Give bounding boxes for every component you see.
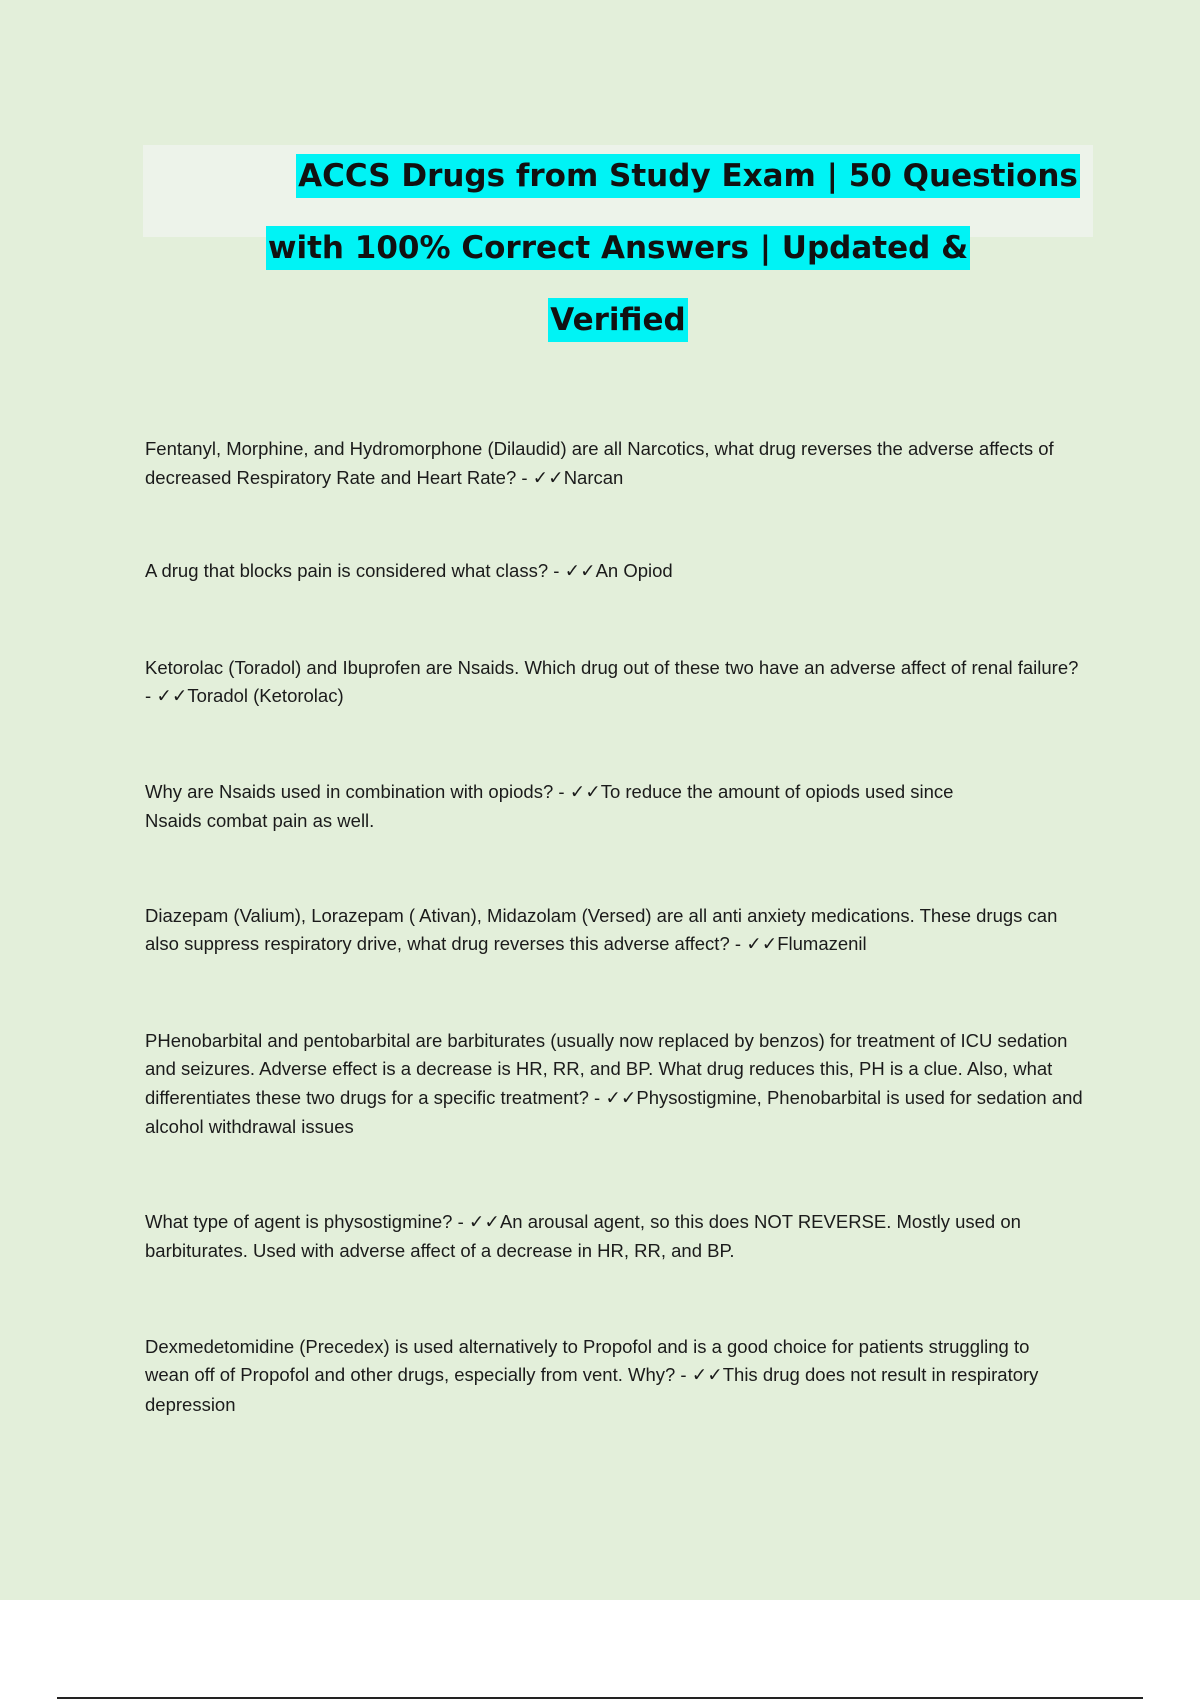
answer-text: Narcan: [563, 466, 624, 488]
answer-text: Flumazenil: [777, 933, 867, 954]
double-check-icon: ✓✓: [605, 1087, 637, 1109]
answer-text: An arousal agent, so this does NOT REVERSE. Mostly used on barbiturates. Used with adverse affect of a decrease in HR, RR, and BP.: [145, 1210, 1021, 1261]
footer-divider: [57, 1697, 1143, 1699]
qa-item-4: [145, 778, 1015, 836]
qa-list: [145, 435, 1085, 1419]
title-line-1: ACCS Drugs from Study Exam | 50 Questions: [143, 140, 1093, 212]
answer-text: To reduce the amount of opiods used since Nsaids combat pain as well.: [145, 780, 954, 831]
qa-item-5: [145, 902, 1085, 960]
document-title: [143, 140, 1093, 356]
title-line-3: Verified: [143, 284, 1093, 356]
question-text: A drug that blocks pain is considered what class? -: [145, 560, 565, 581]
question-text: Fentanyl, Morphine, and Hydromorphone (Dilaudid) are all Narcotics, what drug reverses the adverse affects of decreased Respiratory Rate and Heart Rate? -: [145, 438, 1054, 488]
double-check-icon: ✓✓: [691, 1365, 723, 1386]
answer-text: Toradol (Ketorolac): [187, 685, 344, 706]
qa-item-6: [145, 1027, 1085, 1142]
qa-item-2: [145, 557, 1085, 587]
double-check-icon: ✓✓: [564, 561, 596, 582]
question-text: Diazepam (Valium), Lorazepam ( Ativan), Midazolam (Versed) are all anti anxiety medications. These drugs can also suppress respiratory drive, what drug reverses this adverse affect? -: [145, 904, 1058, 954]
title-line-2: with 100% Correct Answers | Updated &: [143, 212, 1093, 284]
double-check-icon: ✓✓: [746, 934, 778, 955]
question-text: What type of agent is physostigmine? -: [145, 1210, 469, 1232]
answer-text: This drug does not result in respiratory depression: [145, 1364, 1039, 1415]
question-text: PHenobarbital and pentobarbital are barbiturates (usually now replaced by benzos) for treatment of ICU sedation and seizures. Adverse effect is a decrease is HR, RR, and BP. What drug reduces this, PH is a clue. Also, what differentiates these two drugs for a specific treatment? -: [145, 1029, 1068, 1108]
answer-text: An Opiod: [595, 560, 673, 581]
question-text: Dexmedetomidine (Precedex) is used alternatively to Propofol and is a good choice for patients struggling to wean off of Propofol and other drugs, especially from vent. Why? -: [145, 1335, 1030, 1385]
double-check-icon: ✓✓: [532, 467, 564, 489]
qa-item-8: [145, 1333, 1065, 1420]
double-check-icon: ✓✓: [468, 1211, 500, 1233]
qa-item-3: [145, 654, 1085, 712]
double-check-icon: ✓✓: [569, 781, 601, 803]
qa-item-1: [145, 435, 1085, 493]
question-text: Ketorolac (Toradol) and Ibuprofen are Nsaids. Which drug out of these two have an adverse affect of renal failure? -: [145, 656, 1079, 706]
qa-item-7: [145, 1208, 1085, 1266]
question-text: Why are Nsaids used in combination with opiods? -: [145, 780, 570, 802]
double-check-icon: ✓✓: [156, 686, 188, 707]
answer-text: Physostigmine, Phenobarbital is used for sedation and alcohol withdrawal issues: [145, 1086, 1083, 1137]
